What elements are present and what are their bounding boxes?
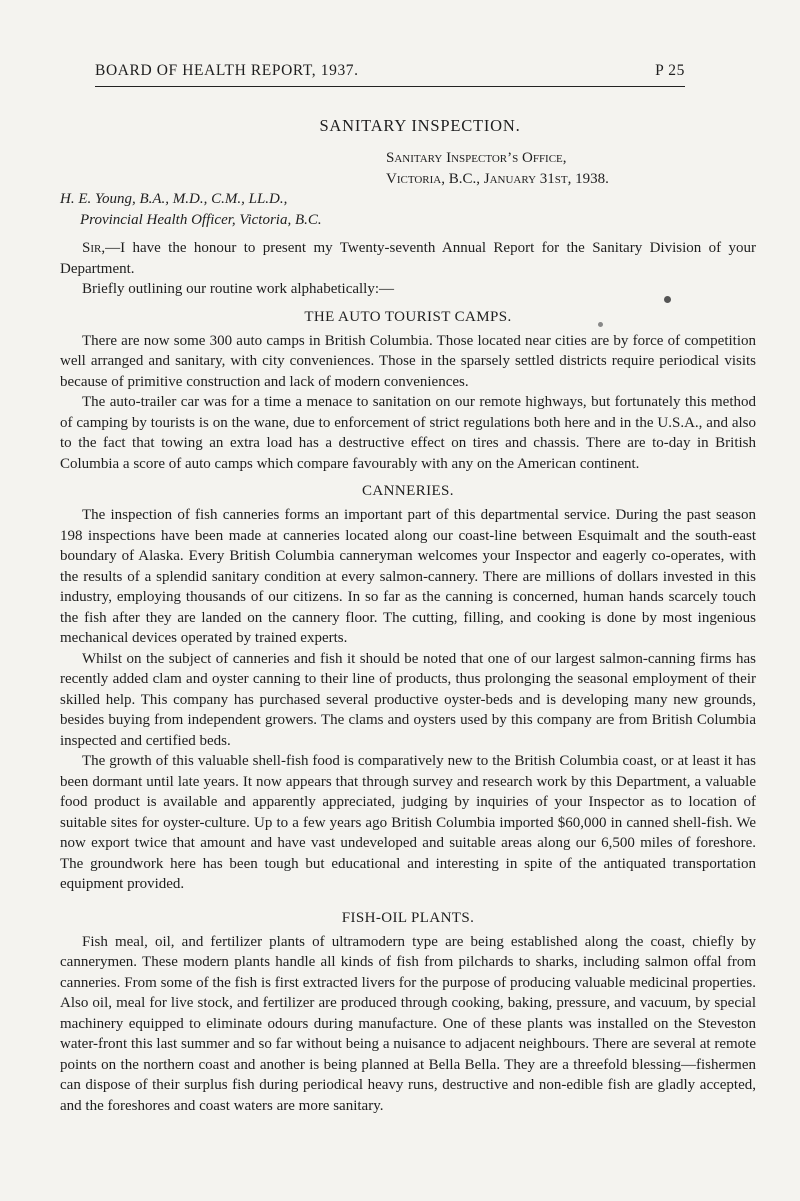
running-title: BOARD OF HEALTH REPORT, 1937. — [95, 62, 359, 79]
running-head — [95, 62, 685, 80]
office-line-1: Sanitary Inspector’s Office, — [386, 150, 567, 166]
heading-fish-oil-plants: FISH-OIL PLANTS. — [341, 909, 475, 926]
salutation: Sir, — [82, 240, 106, 256]
auto-camps-paragraph-2: The auto-trailer car was for a time a menace to sanitation on our remote highways, but fortunately this method of camping by tourists is on the wane, due to enforcement of strict regulations both here and in the U.S.A., and also to the fact that towing an extra load has a destructive effect on tires and chassis. There are to-day in British Columbia a score of auto camps which compare favourably with any on the American continent. — [60, 394, 756, 472]
stray-mark — [598, 322, 603, 327]
fish-oil-paragraph-1: Fish meal, oil, and fertilizer plants of ultramodern type are being established along the coast, chiefly by cannerymen. These modern plants handle all kinds of fish from pilchards to sharks, including salmon offal from canneries. From some of the fish is first extracted livers for the purpose of producing valuable medicinal properties. Also oil, meal for live stock, and fertilizer are produced through cooking, baking, pressure, and vacuum, by special machinery equipped to eliminate odours during manufacture. One of these plants was installed on the Steveston water-front this last summer and so far without being a nuisance to adjacent neighbours. There are several at remote points on the northern coast and another is being planned at Bella Bella. They are a threefold blessing—fishermen can dispose of their surplus fish during periodical heavy runs, destructive and non-edible fish are gladly accepted, and the foreshores and coast waters are more sanitary. — [60, 933, 756, 1114]
addressee — [60, 189, 756, 230]
addressee-line-1: H. E. Young, B.A., M.D., C.M., LL.D., — [60, 191, 288, 207]
canneries-paragraph-3: The growth of this valuable shell-fish food is comparatively new to the British Columbia coast, or at least it has been dormant until late years. It now appears that through survey and research work by this Department, a valuable food product is available and apparently appreciated, judging by inquiries of your Inspector as to location of suitable sites for oyster-culture. Up to a few years ago British Columbia imported $60,000 in canned shell-fish. We now export twice that amount and have vast undeveloped and suitable areas along our 6,500 miles of foreshore. The groundwork here has been tough but educational and interesting in spite of the antiquated transportation equipment provided. — [60, 753, 756, 892]
office-address — [60, 148, 756, 189]
stray-mark — [664, 296, 671, 303]
page-number: P 25 — [655, 62, 685, 79]
auto-camps-paragraph-1: There are now some 300 auto camps in British Columbia. Those located near cities are by force of competition well arranged and sanitary, with city conveniences. Those in the sparsely settled districts require periodical visits because of primitive construction and lack of modern conveniences. — [60, 332, 756, 390]
report-body — [60, 116, 756, 1116]
canneries-paragraph-2: Whilst on the subject of canneries and fish it should be noted that one of our largest salmon-canning firms has recently added clam and oyster canning to their line of products, thus prolonging the seasonal employment of their skilled help. This company has purchased several productive oyster-beds and is developing many new grounds, besides buying from independent growers. The clams and oysters used by this company are from British Columbia inspected and certified beds. — [60, 650, 756, 749]
canneries-paragraph-1: The inspection of fish canneries forms an important part of this departmental service. During the past season 198 inspections have been made at canneries located along our coast-line between Esquimalt and the south-east boundary of Alaska. Every British Columbia canneryman welcomes your Inspector and eagerly co-operates, with the results of a splendid sanitary condition at every salmon-cannery. There are millions of dollars invested in this industry, employing thousands of our citizens. In so far as the canning is concerned, human hands scarcely touch the fish after they are landed on the cannery floor. The cutting, filling, and cooking is done by most ingenious mechanical devices operated by trained experts. — [60, 507, 756, 646]
heading-auto-camps: THE AUTO TOURIST CAMPS. — [304, 308, 512, 325]
intro-text: —I have the honour to present my Twenty-seventh Annual Report for the Sanitary Division of your Department. — [60, 240, 756, 277]
heading-canneries: CANNERIES. — [362, 483, 454, 499]
intro-paragraph — [60, 238, 756, 279]
header-rule — [95, 86, 685, 87]
outline-paragraph: Briefly outlining our routine work alphabetically:— — [82, 281, 395, 297]
report-title: SANITARY INSPECTION. — [319, 116, 521, 135]
office-line-2: Victoria, B.C., January 31st, 1938. — [386, 170, 609, 187]
addressee-line-2: Provincial Health Officer, Victoria, B.C. — [80, 211, 322, 228]
